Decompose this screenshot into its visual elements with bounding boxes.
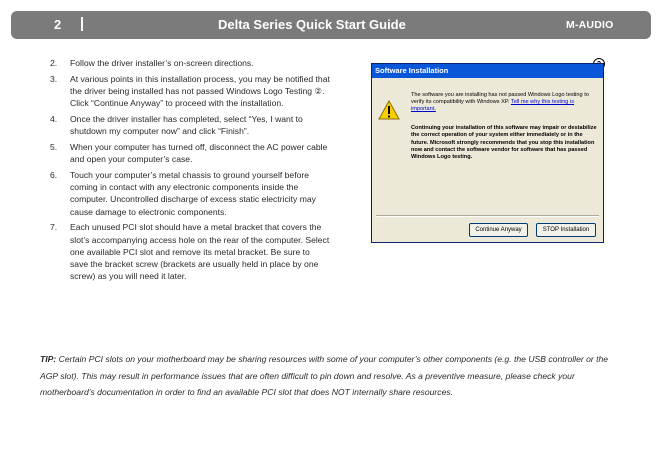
step-item bbox=[50, 57, 330, 69]
step-text: Once the driver installer has completed, select “Yes, I want to shutdown my computer now” and click “Finish”. bbox=[70, 114, 303, 137]
step-number: 6. bbox=[50, 170, 58, 180]
guide-title: Delta Series Quick Start Guide bbox=[218, 17, 406, 32]
step-item bbox=[50, 113, 330, 137]
dialog-title: Software Installation bbox=[372, 64, 603, 78]
page-header bbox=[11, 11, 651, 39]
step-item bbox=[50, 221, 330, 282]
header-divider bbox=[81, 17, 83, 31]
step-text: When your computer has turned off, disconnect the AC power cable and open your computer’s case. bbox=[70, 142, 328, 165]
tip-paragraph bbox=[40, 351, 625, 401]
step-text: Touch your computer’s metal chassis to ground yourself before coming in contact with any electronic components inside the computer. Uncontrolled discharge of excess static electricity may cause damage to electronic components. bbox=[70, 170, 316, 217]
instruction-steps bbox=[50, 57, 330, 286]
step-text: Each unused PCI slot should have a metal bracket that covers the slot’s accompanying access hole on the rear of the computer. Select one available PCI slot and remove its metal bracket. Be sure to save the bracket screw (brackets are usually held in place by one screw) as you will need it later. bbox=[70, 222, 330, 282]
step-item bbox=[50, 169, 330, 218]
dialog-divider bbox=[376, 215, 599, 217]
step-item bbox=[50, 141, 330, 165]
dialog-message bbox=[411, 92, 597, 113]
continue-anyway-button[interactable]: Continue Anyway bbox=[469, 223, 528, 237]
step-number: 2. bbox=[50, 58, 58, 68]
warning-icon bbox=[378, 100, 400, 120]
brand-logo: M-AUDIO bbox=[566, 19, 614, 31]
page-number: 2 bbox=[54, 17, 62, 32]
tip-text: Certain PCI slots on your motherboard may be sharing resources with some of your computer’s other components (e.g. the USB controller or the AGP slot). This may result in performance issues that are often difficult to pin down and resolve. As a preventive measure, please check your motherboard’s documentation in order to find an available PCI slot that does NOT internally share resources. bbox=[40, 354, 609, 397]
dialog-message-text: The software you are installing has not passed Windows Logo testing to verify its compatibility with Windows XP. bbox=[411, 92, 589, 105]
software-installation-dialog bbox=[371, 63, 604, 243]
step-number: 5. bbox=[50, 142, 58, 152]
step-number: 3. bbox=[50, 73, 58, 84]
dialog-warning-text: Continuing your installation of this software may impair or destabilize the correct operation of your system either immediately or in the future. Microsoft strongly recommends that you stop this installation now and contact the software vendor for software that has passed Windows Logo testing. bbox=[411, 125, 597, 161]
step-number: 7. bbox=[50, 222, 58, 233]
stop-installation-button[interactable]: STOP Installation bbox=[536, 223, 596, 237]
step-item bbox=[50, 73, 330, 110]
tip-label: TIP: bbox=[40, 354, 57, 364]
step-text: Follow the driver installer’s on-screen directions. bbox=[70, 58, 254, 68]
dialog-help-link[interactable]: Tell me why this testing is important. bbox=[411, 98, 575, 112]
step-number: 4. bbox=[50, 114, 58, 124]
step-text: At various points in this installation process, you may be notified that the driver being installed has not passed Windows Logo Testing ②. Click “Continue Anyway” to proceed with the installation. bbox=[70, 73, 330, 109]
